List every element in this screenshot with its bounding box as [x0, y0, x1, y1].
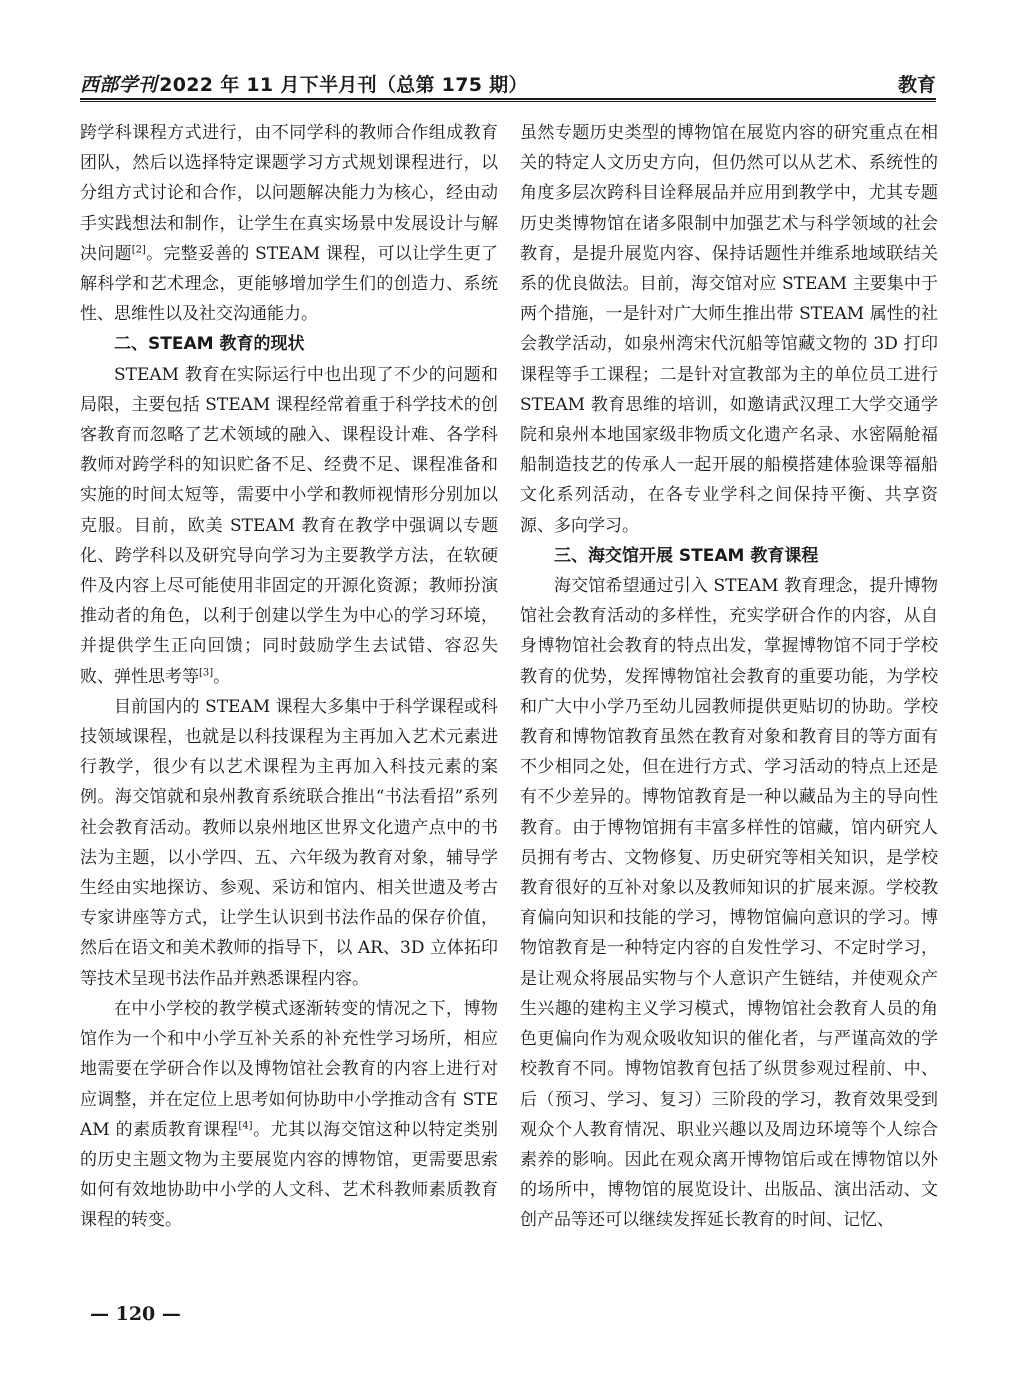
header-rule-thick	[80, 98, 936, 100]
journal-issue-line	[80, 70, 528, 97]
header-rule-thin	[80, 101, 936, 102]
paragraph: 在中小学校的教学模式逐渐转变的情况之下，博物馆作为一个和中小学互补关系的补充性学习场所，相应地需要在学研合作以及博物馆社会教育的内容上进行对应调整，并在定位上思考如何协助中小学推动含有 STEAM 的素质教育课程[4]。尤其以海交馆这种以特定类别的历史主题文物为主要展览内容的博物馆，更需要思索如何有效地协助中小学的人文科、艺术科教师素质教育课程的转变。	[80, 998, 498, 1231]
right-column	[520, 118, 938, 1236]
citation-ref: [2]	[131, 244, 146, 256]
paragraph: STEAM 教育在实际运行中也出现了不少的问题和局限，主要包括 STEAM 课程经常着重于科学技术的创客教育而忽略了艺术领域的融入、课程设计难、各学科教师对跨学科的知识贮备不足、经费不足、课程准备和实施的时间太短等，需要中小学和教师视情形分别加以克服。目前，欧美 STEAM 教育在教学中强调以专题化、跨学科以及研究导向学习为主要教学方法，在软硬件及内容上尽可能使用非固定的开源化资源；教师扮演推动者的角色，以利于创建以学生为中心的学习环境，并提供学生正向回馈；同时鼓励学生去试错、容忍失败、弹性思考等[3]。	[80, 364, 498, 687]
running-header	[80, 68, 936, 98]
journal-logo: 西部学刊	[80, 74, 158, 96]
section-label: 教育	[897, 74, 936, 96]
paragraph: 海交馆希望通过引入 STEAM 教育理念，提升博物馆社会教育活动的多样性，充实学研合作的内容，从自身博物馆社会教育的特点出发，掌握博物馆不同于学校教育的优势，发挥博物馆社会教育的重要功能，为学校和广大中小学乃至幼儿园教师提供更贴切的协助。学校教育和博物馆教育虽然在教育对象和教育目的等方面有不少相同之处，但在进行方式、学习活动的特点上还是有不少差异的。博物馆教育是一种以藏品为主的导向性教育。由于博物馆拥有丰富多样性的馆藏，馆内研究人员拥有考古、文物修复、历史研究等相关知识，是学校教育很好的互补对象以及教师知识的扩展来源。学校教育偏向知识和技能的学习，博物馆偏向意识的学习。博物馆教育是一种特定内容的自发性学习、不定时学习，是让观众将展品实物与个人意识产生链结，并使观众产生兴趣的建构主义学习模式，博物馆社会教育人员的角色更偏向作为观众吸收知识的催化者，与严谨高效的学校教育不同。博物馆教育包括了纵贯参观过程前、中、后（预习、学习、复习）三阶段的学习，教育效果受到观众个人教育情况、职业兴趣以及周边环境等个人综合素养的影响。因此在观众离开博物馆后或在博物馆以外的场所中，博物馆的展览设计、出版品、演出活动、文创产品等还可以继续发挥延长教育的时间、记忆、	[520, 576, 938, 1231]
citation-ref: [3]	[199, 667, 214, 678]
section-heading: 二、STEAM 教育的现状	[114, 334, 305, 355]
citation-ref: [4]	[238, 1120, 253, 1132]
paragraph: 跨学科课程方式进行，由不同学科的教师合作组成教育团队，然后以选择特定课题学习方式规划课程进行，以分组方式讨论和合作，以问题解决能力为核心，经由动手实践想法和制作，让学生在真实场景中发展设计与解决问题[2]。完整妥善的 STEAM 课程，可以让学生更了解科学和艺术理念，更能够增加学生们的创造力、系统性、思维性以及社交沟通能力。	[80, 123, 499, 325]
paragraph: 虽然专题历史类型的博物馆在展览内容的研究重点在相关的特定人文历史方向，但仍然可以从艺术、系统性的角度多层次跨科目诠释展品并应用到教学中，尤其专题历史类博物馆在诸多限制中加强艺术与科学领域的社会教育，是提升展览内容、保持话题性并维系地域联结关系的优良做法。目前，海交馆对应 STEAM 主要集中于两个措施，一是针对广大师生推出带 STEAM 属性的社会教学活动，如泉州湾宋代沉船等馆藏文物的 3D 打印课程等手工课程；二是针对宣教部为主的单位员工进行 STEAM 教育思维的培训，如邀请武汉理工大学交通学院和泉州本地国家级非物质文化遗产名录、水密隔舱福船制造技艺的传承人一起开展的船模搭建体验课等福船文化系列活动，在各专业学科之间保持平衡、共享资源、多向学习。	[520, 123, 938, 536]
issue-label: 2022 年 11 月下半月刊（总第 175 期）	[159, 74, 528, 96]
section-heading: 三、海交馆开展 STEAM 教育课程	[554, 545, 819, 566]
left-column	[80, 118, 498, 1236]
paragraph: 目前国内的 STEAM 课程大多集中于科学课程或科技领域课程，也就是以科技课程为主再加入艺术元素进行教学，很少有以艺术课程为主再加入科技元素的案例。海交馆就和泉州教育系统联合推出“书法看招”系列社会教育活动。教师以泉州地区世界文化遗产点中的书法为主题，以小学四、五、六年级为教育对象，辅导学生经由实地探访、参观、采访和馆内、相关世遗及考古专家讲座等方式，让学生认识到书法作品的保存价值，然后在语文和美术教师的指导下，以 AR、3D 立体拓印等技术呈现书法作品并熟悉课程内容。	[80, 696, 498, 989]
page-number: — 120 —	[90, 1303, 181, 1325]
